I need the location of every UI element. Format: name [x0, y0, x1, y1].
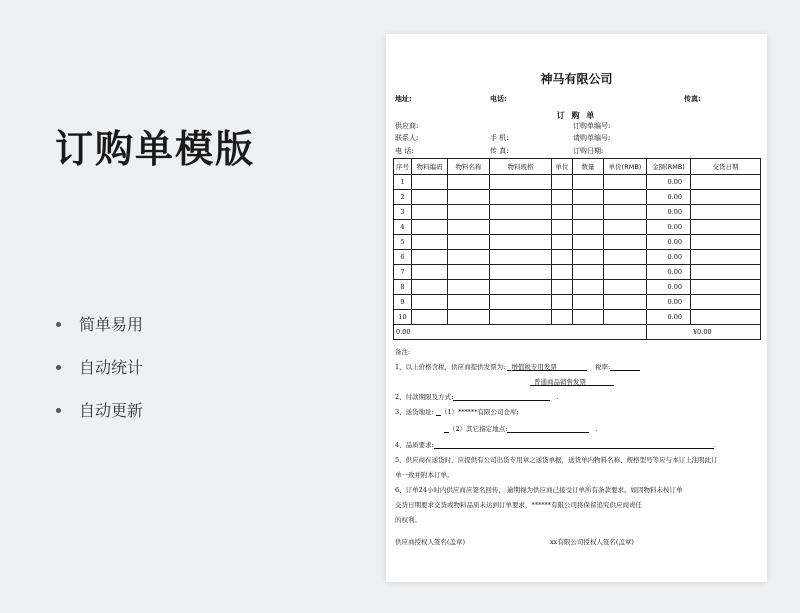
column-header: 金额(RMB) — [647, 159, 691, 175]
table-row: 7 0.00 — [394, 265, 761, 280]
note-4: 4、品质要求: . — [395, 441, 716, 449]
supplier-label: 供应商: — [395, 122, 419, 130]
payment-field[interactable] — [453, 392, 550, 401]
fax2-label: 传 真: — [490, 147, 509, 155]
bullet-icon — [56, 408, 61, 413]
request-no-label: 请购单编号: — [573, 134, 611, 142]
total-right: ¥0.00 — [647, 325, 761, 340]
note-3-option-2: （2）其它指定地点: . — [444, 424, 597, 433]
column-header: 单价(RMB) — [604, 159, 647, 175]
table-total-row — [394, 325, 761, 340]
note-1: 1、以上价格含税，供应商提供发票为: 增值税专用发票 税率: — [395, 362, 640, 371]
note-1-normal: 普通商品销售发票 — [530, 377, 614, 386]
table-row: 6 0.00 — [394, 250, 761, 265]
note-6a: 6、订单24小时内供应商应签名回传， 逾期视为供应商已接受订单所有条款要求。如因物料未按订单 — [395, 486, 683, 494]
column-header: 交货日期 — [691, 159, 761, 175]
table-row: 9 0.00 — [394, 295, 761, 310]
vat-field[interactable] — [557, 362, 587, 371]
order-form-document — [386, 34, 767, 582]
column-header: 单位 — [552, 159, 573, 175]
total-left: 0.00 — [394, 325, 647, 340]
table-row: 8 0.00 — [394, 280, 761, 295]
table-row: 4 0.00 — [394, 220, 761, 235]
table-row: 2 0.00 — [394, 190, 761, 205]
feature-list — [52, 312, 143, 441]
page-title: 订购单模版 — [55, 127, 256, 171]
delivery-address-field[interactable] — [507, 424, 589, 433]
order-date-label: 订购日期: — [573, 147, 604, 155]
document-title: 订 购 单 — [556, 111, 597, 120]
bullet-icon — [56, 365, 61, 370]
note-2: 2、付款期限及方式: . — [395, 393, 559, 401]
mobile-label: 手 机: — [490, 134, 509, 142]
note-6c: 的权利。 — [395, 516, 421, 524]
table-row: 3 0.00 — [394, 205, 761, 220]
table-row: 10 0.00 — [394, 310, 761, 325]
note-3: 3、送货地址: （1）******有限公司仓库; — [395, 408, 519, 416]
fax-label: 传真: — [684, 95, 701, 103]
bullet-icon — [56, 322, 61, 327]
company-name: 神马有限公司 — [540, 72, 613, 86]
quality-field[interactable] — [434, 440, 714, 449]
column-header: 数量 — [573, 159, 604, 175]
feature-item: 自动更新 — [52, 398, 143, 441]
feature-item: 自动统计 — [52, 355, 143, 398]
supplier-signature: 供应商授权人签名(盖章) — [395, 538, 466, 546]
phone2-label: 电 话: — [395, 147, 414, 155]
column-header: 序号 — [394, 159, 412, 175]
column-header: 物料名称 — [448, 159, 490, 175]
notes-label: 备注: — [395, 348, 411, 356]
table-row: 5 0.00 — [394, 235, 761, 250]
phone-label: 电话: — [490, 95, 507, 103]
order-items-table — [393, 158, 761, 340]
order-no-label: 订购单编号: — [573, 122, 611, 130]
feature-item: 简单易用 — [52, 312, 143, 355]
table-header-row — [394, 159, 761, 175]
contact-label: 联系人: — [395, 134, 419, 142]
tax-rate-field[interactable] — [610, 362, 640, 371]
note-5b: 单一致并附本订单。 — [395, 471, 454, 479]
column-header: 物料编码 — [412, 159, 448, 175]
column-header: 物料规格 — [490, 159, 552, 175]
address-label: 地址: — [395, 95, 412, 103]
normal-invoice-field[interactable] — [586, 377, 614, 386]
company-signature: xx有限公司授权人签名(盖章) — [550, 538, 634, 546]
note-5a: 5、供应商在送货时，应提供有公司出货专用章之送货单据，送货单内物料名称、规格型号等应与本订上注明此订 — [395, 456, 718, 464]
table-row: 1 0.00 — [394, 175, 761, 190]
note-6b: 交货日期要求交货或物料品质未达到订单要求，******有限公司将保留追究供应商责任 — [395, 501, 642, 509]
